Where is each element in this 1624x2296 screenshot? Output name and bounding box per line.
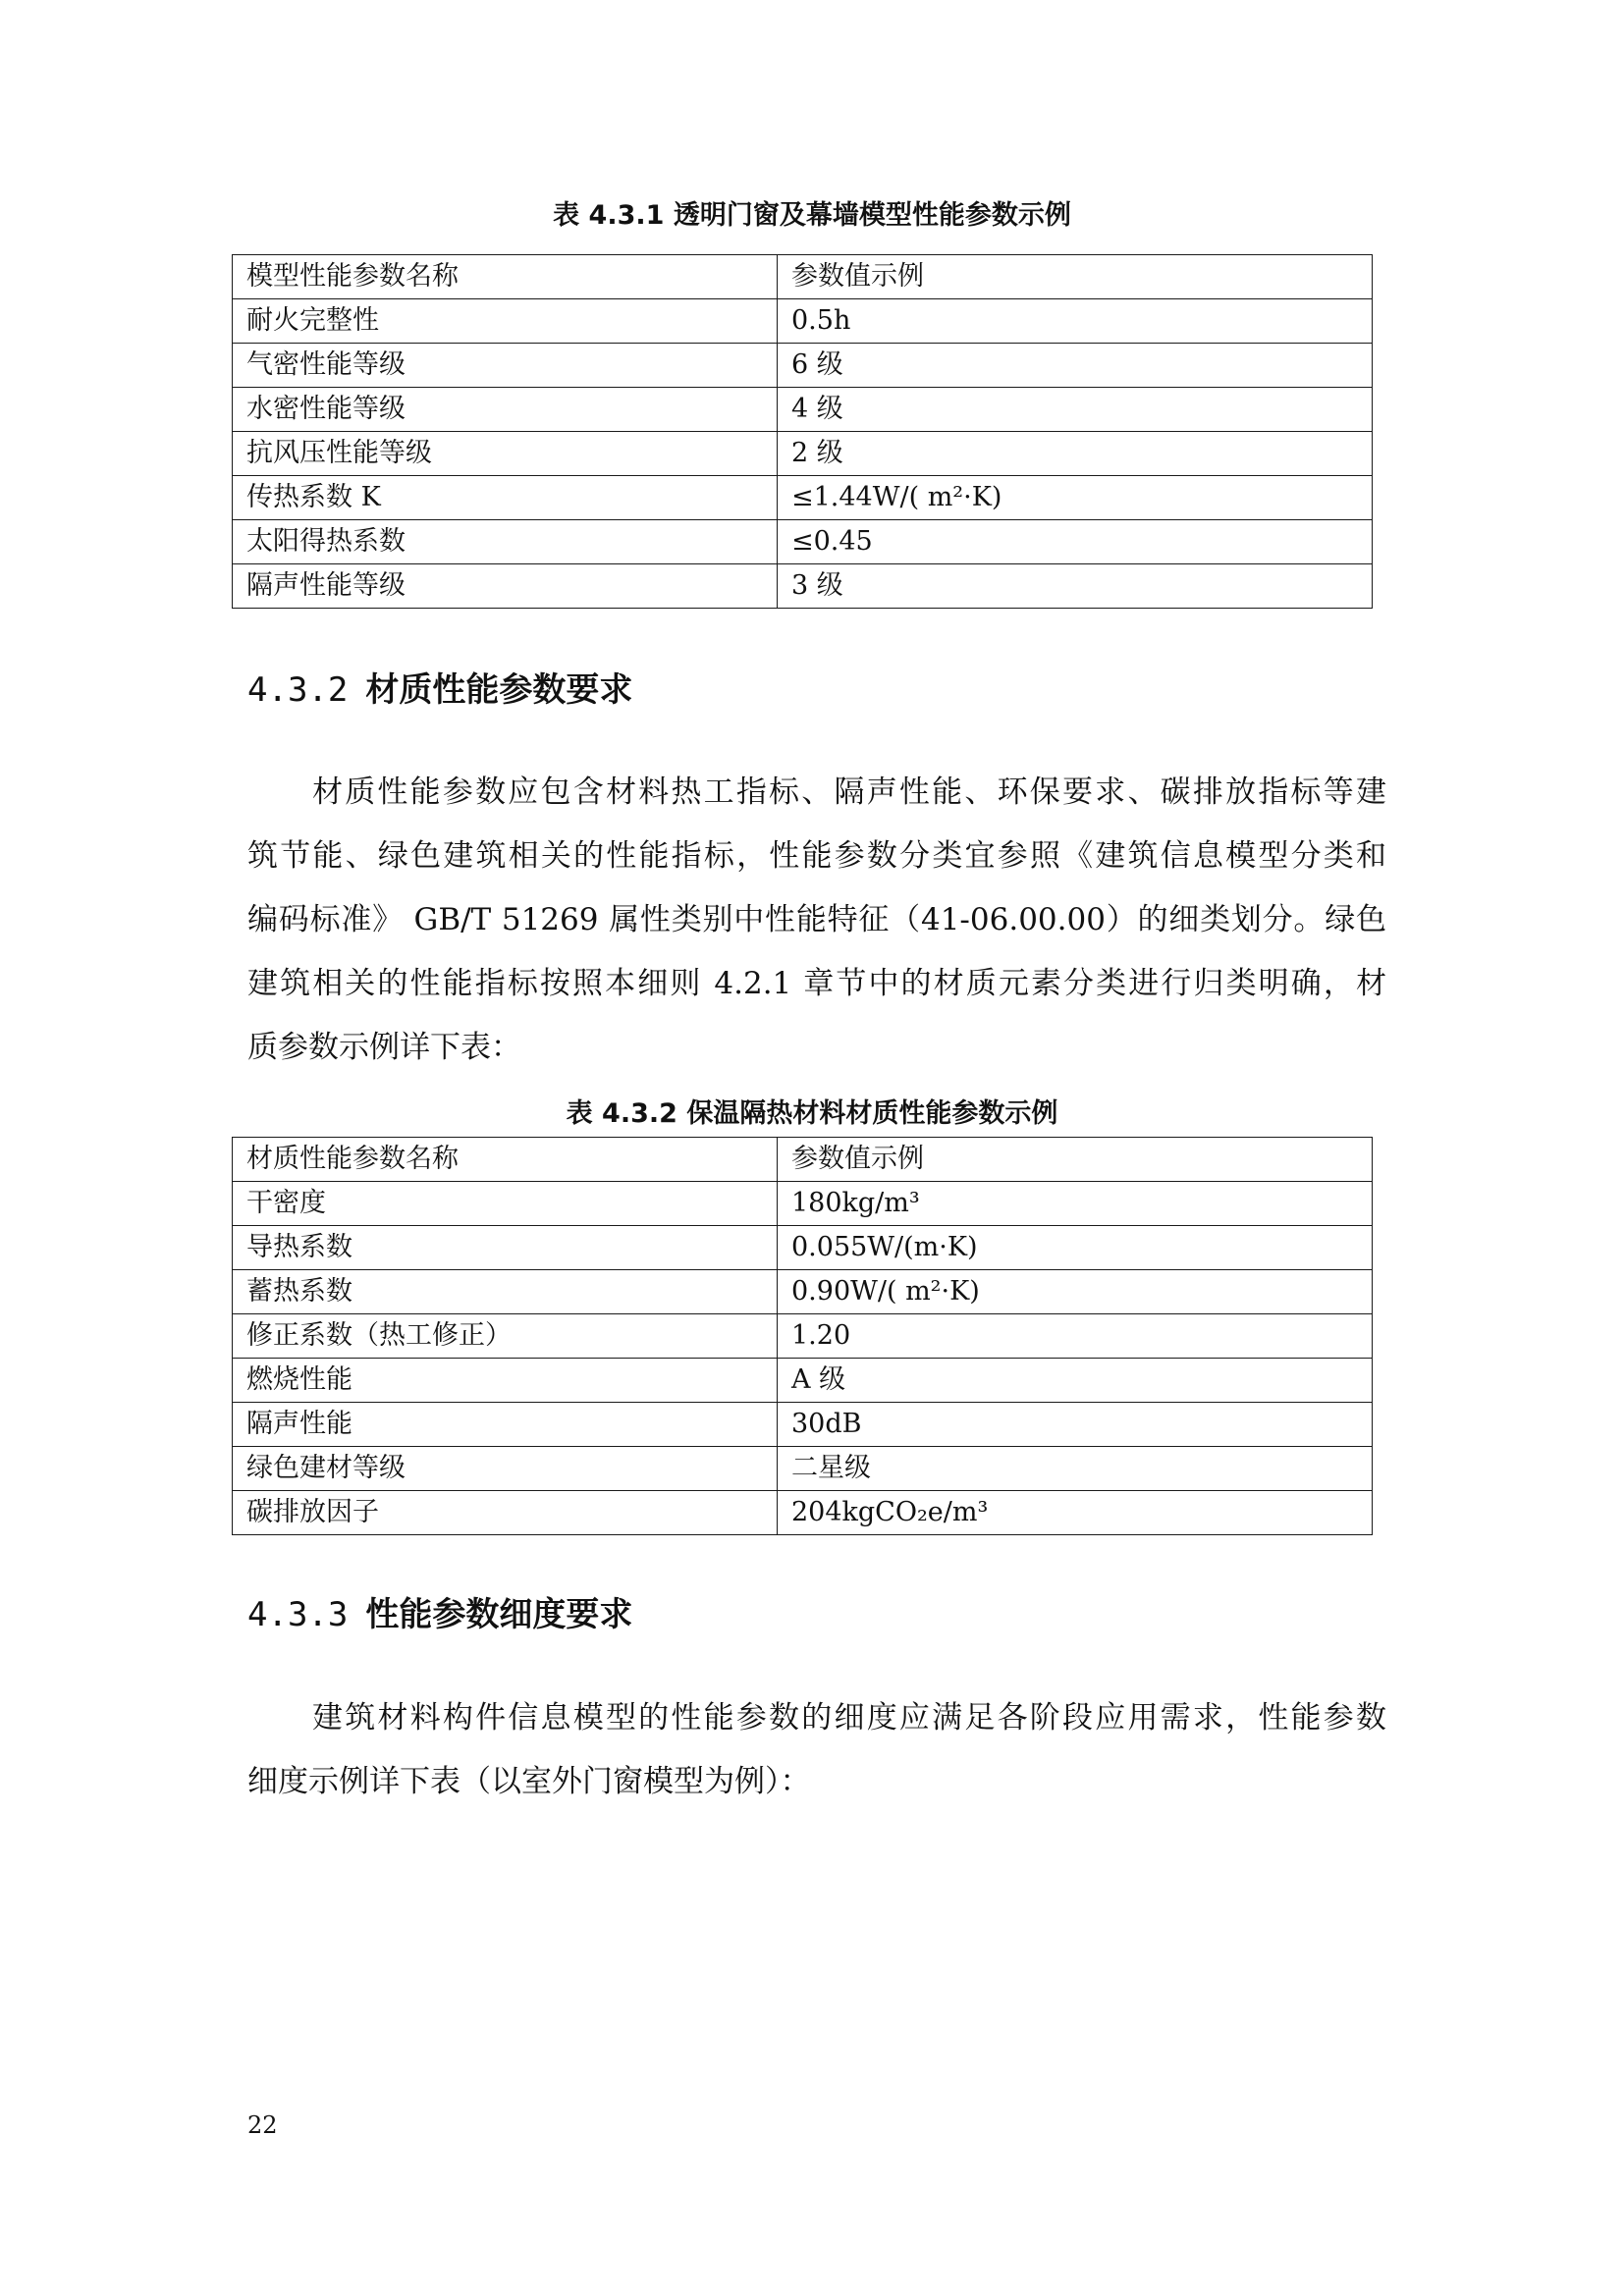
- table-4-3-2-caption: 表 4.3.2 保温隔热材料材质性能参数示例: [566, 1098, 1058, 1129]
- table-cell: 1.20: [778, 1314, 1373, 1359]
- table-row: [233, 1182, 1373, 1226]
- section-title: 材质性能参数要求: [365, 670, 633, 710]
- paragraph-line: 编码标准》 GB/T 51269 属性类别中性能特征（41-06.00.00）的细类划分。绿色: [247, 902, 1386, 937]
- table-cell: 燃烧性能: [233, 1359, 778, 1403]
- table-cell: 6 级: [778, 344, 1373, 388]
- table-row: [233, 564, 1373, 609]
- table-4-3-1-caption: 表 4.3.1 透明门窗及幕墙模型性能参数示例: [553, 200, 1071, 231]
- table-cell: ≤1.44W/( m²·K): [778, 476, 1373, 520]
- table-row: [233, 344, 1373, 388]
- table-cell: 碳排放因子: [233, 1491, 778, 1535]
- table-row: [233, 1359, 1373, 1403]
- table-cell: 30dB: [778, 1403, 1373, 1447]
- table-cell: 水密性能等级: [233, 388, 778, 432]
- section-heading-4-3-2: [247, 668, 632, 712]
- table-row: [233, 1226, 1373, 1270]
- table-row: [233, 432, 1373, 476]
- table-cell: 蓄热系数: [233, 1270, 778, 1314]
- table-header-cell: 模型性能参数名称: [233, 255, 778, 299]
- table-row: [233, 520, 1373, 564]
- table-cell: 传热系数 K: [233, 476, 778, 520]
- table-header-cell: 参数值示例: [778, 1138, 1373, 1182]
- table-cell: 太阳得热系数: [233, 520, 778, 564]
- table-row: [233, 1447, 1373, 1491]
- paragraph-line: 建筑材料构件信息模型的性能参数的细度应满足各阶段应用需求，性能参数: [312, 1700, 1386, 1735]
- table-cell: 隔声性能: [233, 1403, 778, 1447]
- section-title: 性能参数细度要求: [365, 1595, 633, 1634]
- table-cell: 导热系数: [233, 1226, 778, 1270]
- table-cell: 二星级: [778, 1447, 1373, 1491]
- table-row: [233, 476, 1373, 520]
- table-header-cell: 参数值示例: [778, 255, 1373, 299]
- table-cell: 204kgCO₂e/m³: [778, 1491, 1373, 1535]
- table-cell: 隔声性能等级: [233, 564, 778, 609]
- paragraph-line: 质参数示例详下表：: [247, 1030, 521, 1065]
- paragraph-line: 细度示例详下表（以室外门窗模型为例）：: [247, 1764, 811, 1799]
- table-header-cell: 材质性能参数名称: [233, 1138, 778, 1182]
- page-number: 22: [247, 2111, 278, 2139]
- table-cell: 2 级: [778, 432, 1373, 476]
- table-cell: 抗风压性能等级: [233, 432, 778, 476]
- table-cell: 气密性能等级: [233, 344, 778, 388]
- table-4-3-2: [232, 1137, 1373, 1535]
- table-cell: A 级: [778, 1359, 1373, 1403]
- table-4-3-1: [232, 254, 1373, 609]
- section-number: 4.3.3: [247, 1595, 349, 1634]
- table-row: [233, 388, 1373, 432]
- paragraph-line: 筑节能、绿色建筑相关的性能指标，性能参数分类宜参照《建筑信息模型分类和: [247, 838, 1386, 874]
- table-cell: ≤0.45: [778, 520, 1373, 564]
- section-4-3-3-paragraph: [247, 1686, 1386, 1814]
- table-row: [233, 1491, 1373, 1535]
- section-heading-4-3-3: [247, 1593, 632, 1636]
- table-cell: 干密度: [233, 1182, 778, 1226]
- table-cell: 耐火完整性: [233, 299, 778, 344]
- table-cell: 0.055W/(m·K): [778, 1226, 1373, 1270]
- table-cell: 4 级: [778, 388, 1373, 432]
- table-row: [233, 299, 1373, 344]
- section-number: 4.3.2: [247, 670, 349, 710]
- table-cell: 180kg/m³: [778, 1182, 1373, 1226]
- table-row: [233, 1314, 1373, 1359]
- section-4-3-2-paragraph: [247, 761, 1386, 1080]
- paragraph-line: 材质性能参数应包含材料热工指标、隔声性能、环保要求、碳排放指标等建: [312, 774, 1386, 810]
- table-cell: 修正系数（热工修正）: [233, 1314, 778, 1359]
- table-header-row: [233, 255, 1373, 299]
- table-cell: 3 级: [778, 564, 1373, 609]
- table-cell: 0.5h: [778, 299, 1373, 344]
- table-row: [233, 1403, 1373, 1447]
- table-header-row: [233, 1138, 1373, 1182]
- table-row: [233, 1270, 1373, 1314]
- paragraph-line: 建筑相关的性能指标按照本细则 4.2.1 章节中的材质元素分类进行归类明确，材: [247, 966, 1386, 1001]
- table-cell: 0.90W/( m²·K): [778, 1270, 1373, 1314]
- table-cell: 绿色建材等级: [233, 1447, 778, 1491]
